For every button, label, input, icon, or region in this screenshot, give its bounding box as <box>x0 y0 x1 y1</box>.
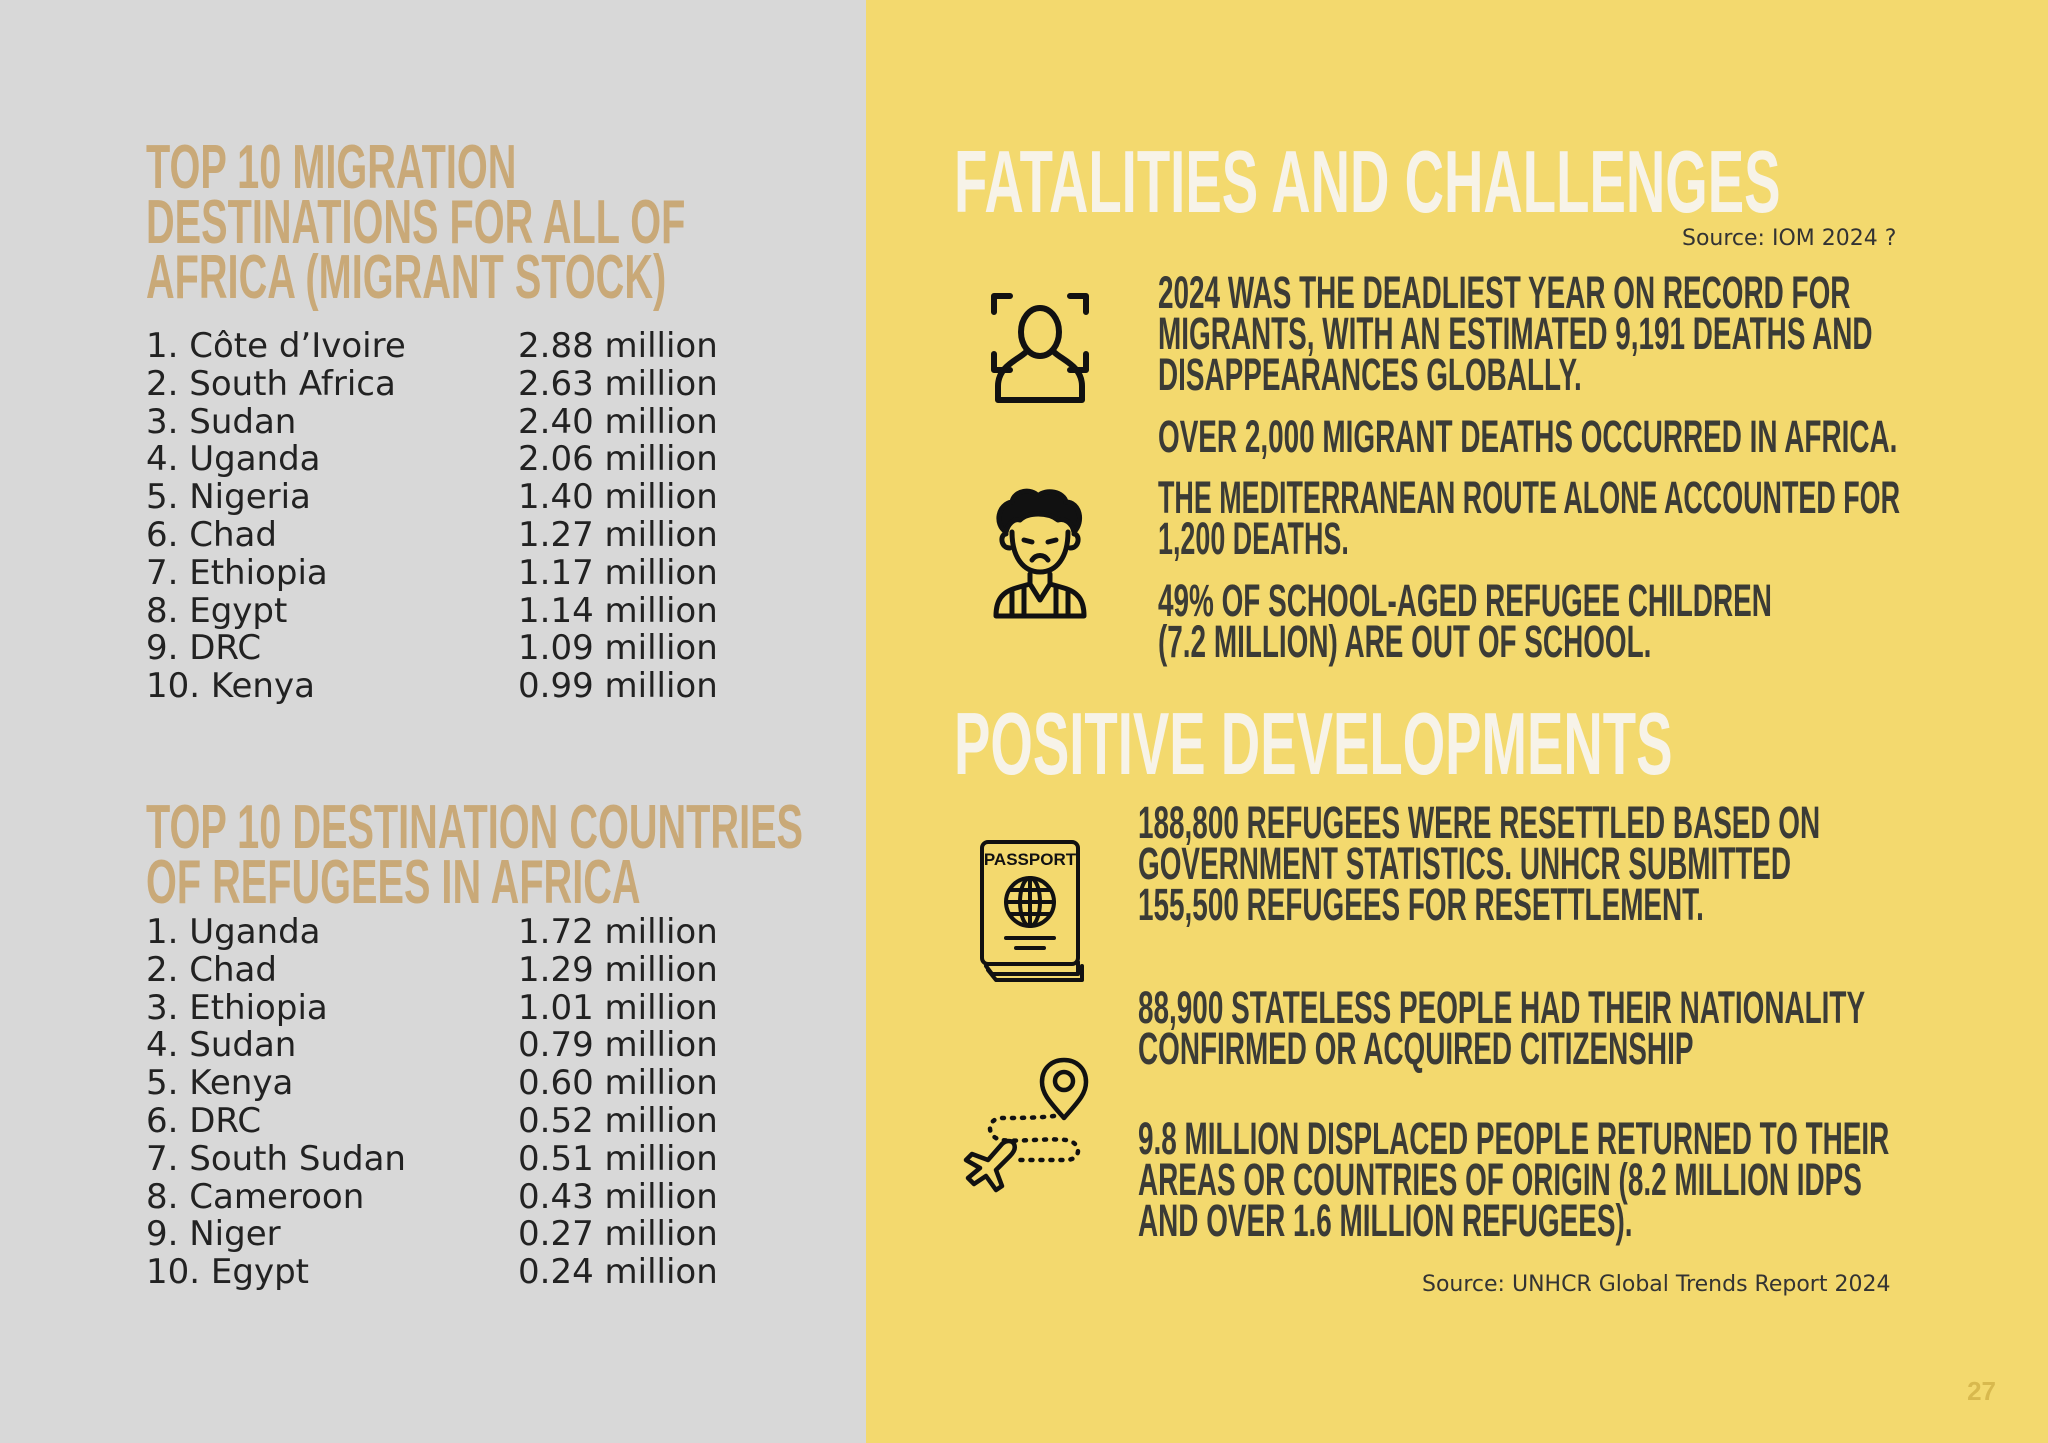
refugee-value: 0.51 million <box>518 1138 718 1179</box>
country-name: 5. Nigeria <box>146 477 311 518</box>
fact-line: AREAS OR COUNTRIES OF ORIGIN (8.2 MILLION IDPS <box>1138 1154 1862 1205</box>
migrant-stock-value: 2.63 million <box>518 363 718 404</box>
fact-line: MIGRANTS, WITH AN ESTIMATED 9,191 DEATHS AND <box>1158 308 1873 359</box>
country-name: 4. Uganda <box>146 439 321 480</box>
refugee-value: 0.27 million <box>518 1214 718 1255</box>
refugee-value: 0.24 million <box>518 1252 718 1293</box>
passport-label: PASSPORT <box>983 850 1077 869</box>
country-name: 1. Uganda <box>146 912 321 952</box>
migration-heading-line: DESTINATIONS FOR ALL OF <box>146 188 686 257</box>
fact-line: 88,900 STATELESS PEOPLE HAD THEIR NATIONALITY <box>1138 982 1866 1033</box>
country-name: 7. Ethiopia <box>146 552 328 593</box>
country-name: 8. Cameroon <box>146 1176 365 1217</box>
fact-line: 188,800 REFUGEES WERE RESETTLED BASED ON <box>1138 797 1821 848</box>
face-scan-icon <box>988 290 1092 406</box>
country-name: 4. Sudan <box>146 1025 297 1066</box>
migrant-stock-value: 2.88 million <box>518 326 718 366</box>
country-name: 9. DRC <box>146 628 262 669</box>
fact-line: DISAPPEARANCES GLOBALLY. <box>1158 349 1582 400</box>
iom-source: Source: IOM 2024 ? <box>1682 226 1897 251</box>
fact-line: 49% OF SCHOOL-AGED REFUGEE CHILDREN <box>1158 575 1772 626</box>
country-name: 3. Sudan <box>146 401 297 442</box>
migration-heading-line: AFRICA (MIGRANT STOCK) <box>146 243 667 312</box>
refugee-value: 0.43 million <box>518 1176 718 1217</box>
fact-mediterranean <box>1158 472 1900 564</box>
country-name: 9. Niger <box>146 1214 281 1255</box>
migrant-stock-value: 1.27 million <box>518 514 718 555</box>
migrant-stock-value: 2.40 million <box>518 401 718 442</box>
refugee-value: 1.01 million <box>518 987 718 1028</box>
refugee-value: 0.60 million <box>518 1063 718 1104</box>
passport-icon <box>978 838 1086 984</box>
fatalities-heading: FATALITIES AND CHALLENGES <box>954 132 1781 231</box>
country-name: 2. South Africa <box>146 363 396 404</box>
refugee-value: 0.79 million <box>518 1025 718 1066</box>
fact-line: AND OVER 1.6 MILLION REFUGEES). <box>1138 1195 1633 1246</box>
migrant-stock-value: 0.99 million <box>518 666 718 707</box>
country-name: 10. Kenya <box>146 666 315 707</box>
country-name: 2. Chad <box>146 949 277 990</box>
fact-line: 1,200 DEATHS. <box>1158 513 1349 564</box>
sad-child-icon <box>988 488 1092 620</box>
fact-line: CONFIRMED OR ACQUIRED CITIZENSHIP <box>1138 1023 1694 1074</box>
fact-line: 155,500 REFUGEES FOR RESETTLEMENT. <box>1138 879 1704 930</box>
refugee-value: 1.29 million <box>518 949 718 990</box>
migrant-stock-value: 1.17 million <box>518 552 718 593</box>
positive-heading: POSITIVE DEVELOPMENTS <box>954 694 1673 793</box>
country-name: 8. Egypt <box>146 590 288 631</box>
flight-route-icon <box>958 1056 1094 1194</box>
migration-heading <box>146 133 686 312</box>
fact-resettled <box>1138 797 1821 930</box>
country-name: 3. Ethiopia <box>146 987 328 1028</box>
country-name: 1. Côte d’Ivoire <box>146 326 406 366</box>
fact-deadliest-year <box>1158 267 1873 400</box>
migration-heading-line: TOP 10 MIGRATION <box>146 133 517 202</box>
migrant-stock-value: 2.06 million <box>518 439 718 480</box>
country-name: 5. Kenya <box>146 1063 294 1104</box>
country-name: 7. South Sudan <box>146 1138 406 1179</box>
migrant-stock-value: 1.09 million <box>518 628 718 669</box>
migrant-stock-value: 1.14 million <box>518 590 718 631</box>
fact-line: (7.2 MILLION) ARE OUT OF SCHOOL. <box>1158 616 1652 667</box>
refugee-value: 1.72 million <box>518 912 718 952</box>
page-number: 27 <box>1967 1376 1996 1406</box>
fact-line: GOVERNMENT STATISTICS. UNHCR SUBMITTED <box>1138 838 1792 889</box>
fact-line: OVER 2,000 MIGRANT DEATHS OCCURRED IN AFRICA. <box>1158 411 1898 462</box>
unhcr-source: Source: UNHCR Global Trends Report 2024 <box>1422 1272 1891 1297</box>
fact-line: 2024 WAS THE DEADLIEST YEAR ON RECORD FOR <box>1158 267 1851 318</box>
migrant-stock-value: 1.40 million <box>518 477 718 518</box>
country-name: 10. Egypt <box>146 1252 309 1293</box>
fact-line: THE MEDITERRANEAN ROUTE ALONE ACCOUNTED FOR <box>1158 472 1900 523</box>
fact-school-children <box>1158 575 1772 667</box>
refugee-value: 0.52 million <box>518 1100 718 1141</box>
refugee-heading-line: OF REFUGEES IN AFRICA <box>146 848 641 917</box>
fact-line: 9.8 MILLION DISPLACED PEOPLE RETURNED TO THEIR <box>1138 1113 1890 1164</box>
fact-returned <box>1138 1113 1890 1246</box>
country-name: 6. Chad <box>146 514 277 555</box>
country-name: 6. DRC <box>146 1100 262 1141</box>
refugee-heading <box>146 793 804 917</box>
fact-africa-deaths <box>1158 411 1898 462</box>
refugee-heading-line: TOP 10 DESTINATION COUNTRIES <box>146 793 804 862</box>
fact-stateless <box>1138 982 1866 1074</box>
